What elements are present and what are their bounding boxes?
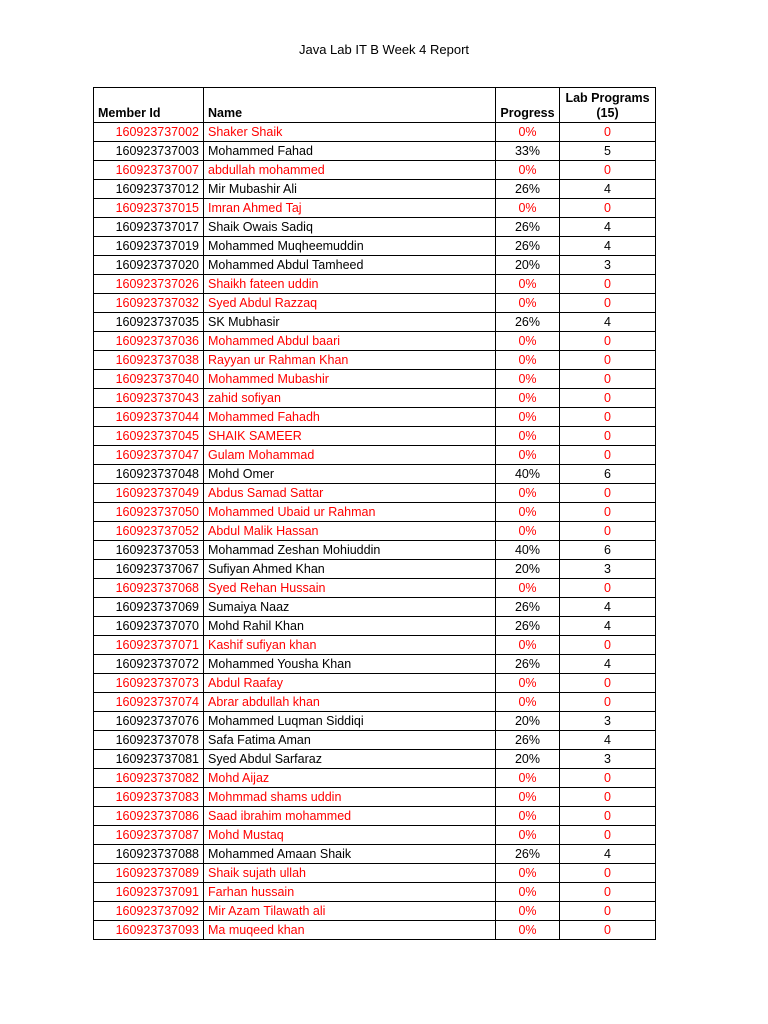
progress-cell: 0% [496,351,560,370]
lab-programs-cell: 0 [560,446,656,465]
lab-programs-cell: 0 [560,769,656,788]
lab-programs-cell: 0 [560,674,656,693]
name-cell: Shaikh fateen uddin [204,275,496,294]
name-cell: Mohammed Ubaid ur Rahman [204,503,496,522]
name-cell: Mohammed Muqheemuddin [204,237,496,256]
member-id-cell: 160923737070 [94,617,204,636]
header-lab-programs: Lab Programs (15) [560,88,656,123]
table-row [94,560,656,579]
progress-cell: 0% [496,921,560,940]
progress-cell: 26% [496,655,560,674]
progress-cell: 0% [496,826,560,845]
lab-programs-cell: 0 [560,294,656,313]
member-id-cell: 160923737076 [94,712,204,731]
progress-cell: 20% [496,712,560,731]
progress-cell: 0% [496,788,560,807]
lab-programs-cell: 0 [560,408,656,427]
member-id-cell: 160923737017 [94,218,204,237]
member-id-cell: 160923737035 [94,313,204,332]
header-row [94,88,656,123]
name-cell: Mohd Omer [204,465,496,484]
table-body [94,123,656,940]
progress-cell: 26% [496,845,560,864]
lab-programs-cell: 0 [560,484,656,503]
progress-cell: 20% [496,560,560,579]
member-id-cell: 160923737044 [94,408,204,427]
lab-programs-cell: 3 [560,712,656,731]
progress-cell: 26% [496,617,560,636]
member-id-cell: 160923737068 [94,579,204,598]
table-row [94,788,656,807]
name-cell: zahid sofiyan [204,389,496,408]
lab-programs-cell: 4 [560,731,656,750]
lab-programs-cell: 0 [560,370,656,389]
member-id-cell: 160923737088 [94,845,204,864]
table-row [94,617,656,636]
lab-programs-cell: 0 [560,864,656,883]
member-id-cell: 160923737048 [94,465,204,484]
table-row [94,503,656,522]
progress-cell: 0% [496,446,560,465]
lab-programs-cell: 6 [560,465,656,484]
name-cell: Syed Abdul Sarfaraz [204,750,496,769]
table-row [94,218,656,237]
name-cell: Farhan hussain [204,883,496,902]
lab-programs-cell: 0 [560,427,656,446]
header-progress: Progress [496,88,560,123]
progress-cell: 0% [496,161,560,180]
header-member-id: Member Id [94,88,204,123]
progress-cell: 0% [496,484,560,503]
member-id-cell: 160923737040 [94,370,204,389]
name-cell: Mohmmad shams uddin [204,788,496,807]
table-row [94,294,656,313]
lab-programs-cell: 0 [560,199,656,218]
member-id-cell: 160923737020 [94,256,204,275]
name-cell: Shaik Owais Sadiq [204,218,496,237]
name-cell: Abdus Samad Sattar [204,484,496,503]
member-id-cell: 160923737043 [94,389,204,408]
member-id-cell: 160923737073 [94,674,204,693]
table-row [94,674,656,693]
name-cell: Mohammed Fahad [204,142,496,161]
lab-programs-cell: 0 [560,161,656,180]
name-cell: Mohammed Mubashir [204,370,496,389]
name-cell: Mohammed Luqman Siddiqi [204,712,496,731]
member-id-cell: 160923737087 [94,826,204,845]
table-row [94,408,656,427]
member-id-cell: 160923737032 [94,294,204,313]
name-cell: Abrar abdullah khan [204,693,496,712]
name-cell: Sufiyan Ahmed Khan [204,560,496,579]
progress-cell: 0% [496,427,560,446]
lab-programs-cell: 0 [560,883,656,902]
progress-cell: 0% [496,199,560,218]
member-id-cell: 160923737078 [94,731,204,750]
progress-cell: 0% [496,503,560,522]
name-cell: Ma muqeed khan [204,921,496,940]
lab-programs-cell: 6 [560,541,656,560]
lab-programs-cell: 0 [560,332,656,351]
name-cell: Syed Rehan Hussain [204,579,496,598]
table-row [94,370,656,389]
table-row [94,351,656,370]
member-id-cell: 160923737045 [94,427,204,446]
name-cell: Mohammed Fahadh [204,408,496,427]
name-cell: Mir Azam Tilawath ali [204,902,496,921]
progress-cell: 0% [496,693,560,712]
progress-cell: 0% [496,275,560,294]
member-id-cell: 160923737074 [94,693,204,712]
table-row [94,275,656,294]
member-id-cell: 160923737047 [94,446,204,465]
member-id-cell: 160923737015 [94,199,204,218]
progress-cell: 20% [496,256,560,275]
name-cell: SHAIK SAMEER [204,427,496,446]
lab-programs-cell: 0 [560,522,656,541]
progress-cell: 0% [496,674,560,693]
lab-programs-cell: 4 [560,655,656,674]
member-id-cell: 160923737002 [94,123,204,142]
table-row [94,902,656,921]
lab-programs-cell: 4 [560,313,656,332]
member-id-cell: 160923737081 [94,750,204,769]
progress-cell: 26% [496,180,560,199]
name-cell: Mohd Mustaq [204,826,496,845]
member-id-cell: 160923737036 [94,332,204,351]
name-cell: Mohammed Amaan Shaik [204,845,496,864]
progress-cell: 0% [496,807,560,826]
lab-programs-cell: 0 [560,807,656,826]
table-row [94,579,656,598]
table-row [94,484,656,503]
table-row [94,655,656,674]
name-cell: Kashif sufiyan khan [204,636,496,655]
progress-cell: 0% [496,408,560,427]
name-cell: Shaik sujath ullah [204,864,496,883]
name-cell: Mohammad Zeshan Mohiuddin [204,541,496,560]
lab-programs-cell: 4 [560,845,656,864]
name-cell: Saad ibrahim mohammed [204,807,496,826]
progress-cell: 0% [496,883,560,902]
lab-programs-cell: 0 [560,788,656,807]
progress-cell: 0% [496,864,560,883]
progress-cell: 0% [496,902,560,921]
lab-programs-cell: 5 [560,142,656,161]
name-cell: Mohd Aijaz [204,769,496,788]
member-id-cell: 160923737019 [94,237,204,256]
progress-cell: 0% [496,769,560,788]
member-id-cell: 160923737026 [94,275,204,294]
member-id-cell: 160923737092 [94,902,204,921]
lab-programs-cell: 0 [560,693,656,712]
table-row [94,332,656,351]
name-cell: Syed Abdul Razzaq [204,294,496,313]
member-id-cell: 160923737083 [94,788,204,807]
name-cell: Mohd Rahil Khan [204,617,496,636]
name-cell: Shaker Shaik [204,123,496,142]
table-row [94,636,656,655]
progress-cell: 0% [496,294,560,313]
name-cell: Sumaiya Naaz [204,598,496,617]
lab-programs-cell: 4 [560,237,656,256]
lab-programs-cell: 0 [560,826,656,845]
table-row [94,522,656,541]
table-row [94,237,656,256]
name-cell: abdullah mohammed [204,161,496,180]
lab-programs-cell: 4 [560,218,656,237]
table-header [94,88,656,123]
lab-programs-cell: 4 [560,180,656,199]
lab-programs-cell: 0 [560,921,656,940]
progress-cell: 33% [496,142,560,161]
progress-cell: 0% [496,579,560,598]
member-id-cell: 160923737052 [94,522,204,541]
table-row [94,864,656,883]
member-id-cell: 160923737067 [94,560,204,579]
table-row [94,883,656,902]
lab-programs-cell: 0 [560,389,656,408]
name-cell: Mir Mubashir Ali [204,180,496,199]
member-id-cell: 160923737053 [94,541,204,560]
member-id-cell: 160923737089 [94,864,204,883]
table-row [94,807,656,826]
progress-cell: 0% [496,123,560,142]
name-cell: Mohammed Abdul baari [204,332,496,351]
name-cell: Safa Fatima Aman [204,731,496,750]
table-row [94,199,656,218]
name-cell: Rayyan ur Rahman Khan [204,351,496,370]
member-id-cell: 160923737086 [94,807,204,826]
name-cell: Gulam Mohammad [204,446,496,465]
table-row [94,750,656,769]
progress-cell: 26% [496,237,560,256]
lab-programs-cell: 0 [560,275,656,294]
name-cell: Abdul Malik Hassan [204,522,496,541]
lab-programs-cell: 0 [560,579,656,598]
member-id-cell: 160923737072 [94,655,204,674]
progress-cell: 0% [496,636,560,655]
lab-programs-cell: 4 [560,617,656,636]
progress-cell: 20% [496,750,560,769]
progress-cell: 26% [496,313,560,332]
member-id-cell: 160923737093 [94,921,204,940]
member-id-cell: 160923737003 [94,142,204,161]
member-id-cell: 160923737091 [94,883,204,902]
progress-cell: 0% [496,332,560,351]
report-title: Java Lab IT B Week 4 Report [298,42,470,57]
header-name: Name [204,88,496,123]
table-row [94,921,656,940]
table-row [94,693,656,712]
member-id-cell: 160923737038 [94,351,204,370]
table-row [94,427,656,446]
table-row [94,845,656,864]
table-row [94,731,656,750]
progress-cell: 0% [496,389,560,408]
lab-programs-cell: 0 [560,636,656,655]
table-row [94,389,656,408]
table-row [94,769,656,788]
lab-programs-cell: 3 [560,750,656,769]
name-cell: Mohammed Yousha Khan [204,655,496,674]
table-row [94,161,656,180]
lab-programs-cell: 4 [560,598,656,617]
lab-programs-cell: 0 [560,503,656,522]
progress-cell: 26% [496,598,560,617]
progress-cell: 40% [496,541,560,560]
progress-cell: 0% [496,522,560,541]
progress-cell: 26% [496,731,560,750]
lab-programs-cell: 0 [560,123,656,142]
table-row [94,598,656,617]
lab-programs-cell: 0 [560,351,656,370]
lab-programs-cell: 3 [560,560,656,579]
progress-cell: 0% [496,370,560,389]
table-row [94,826,656,845]
table-row [94,123,656,142]
lab-programs-cell: 3 [560,256,656,275]
member-id-cell: 160923737071 [94,636,204,655]
name-cell: SK Mubhasir [204,313,496,332]
member-id-cell: 160923737007 [94,161,204,180]
name-cell: Imran Ahmed Taj [204,199,496,218]
progress-cell: 26% [496,218,560,237]
table-row [94,541,656,560]
name-cell: Mohammed Abdul Tamheed [204,256,496,275]
member-id-cell: 160923737069 [94,598,204,617]
table-row [94,712,656,731]
member-id-cell: 160923737049 [94,484,204,503]
lab-programs-cell: 0 [560,902,656,921]
table-row [94,180,656,199]
report-table [93,87,656,940]
table-row [94,446,656,465]
member-id-cell: 160923737012 [94,180,204,199]
member-id-cell: 160923737082 [94,769,204,788]
table-row [94,256,656,275]
table-row [94,465,656,484]
table-row [94,313,656,332]
table-row [94,142,656,161]
member-id-cell: 160923737050 [94,503,204,522]
name-cell: Abdul Raafay [204,674,496,693]
progress-cell: 40% [496,465,560,484]
